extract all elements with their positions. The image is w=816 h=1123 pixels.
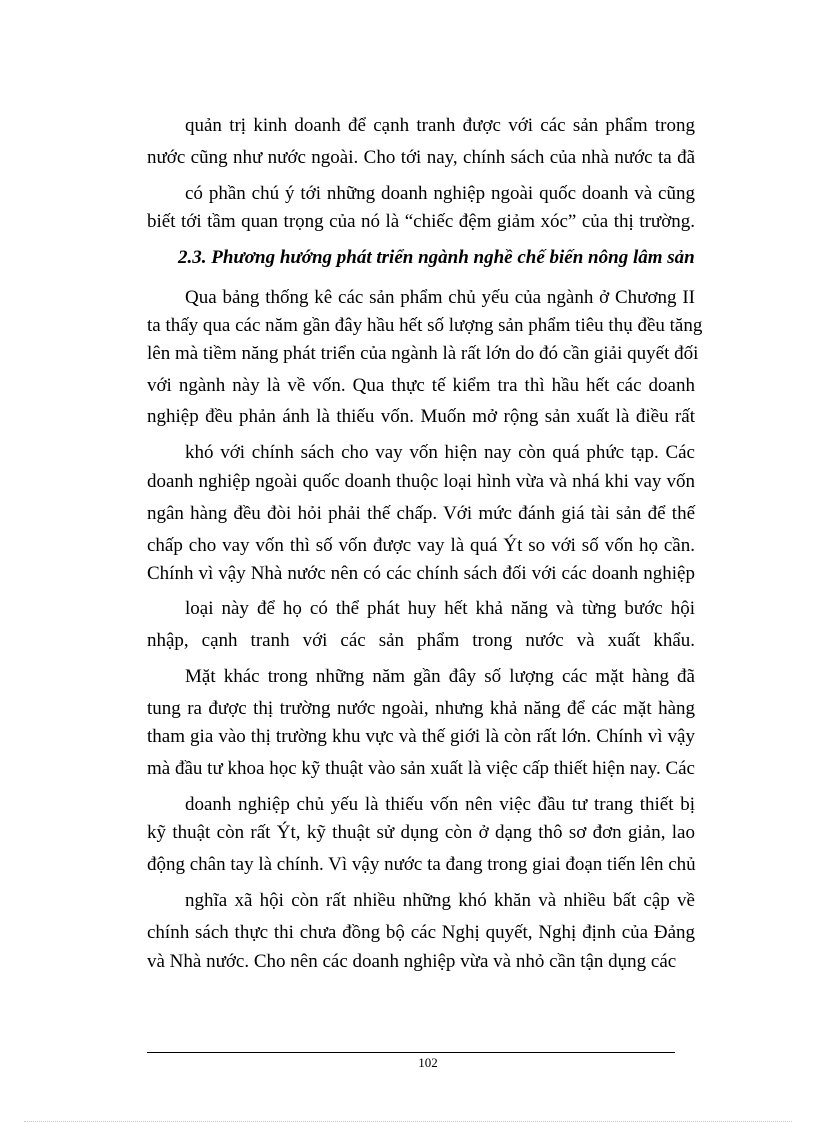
body-line-3: có phần chú ý tới những doanh nghiệp ngoài quốc doanh và cũng: [185, 183, 695, 204]
body-line-15: Chính vì vậy Nhà nước nên có các chính sách đối với các doanh nghiệp: [147, 563, 695, 584]
body-line-13: ngân hàng đều đòi hỏi phải thế chấp. Với mức đánh giá tài sản để thế: [147, 503, 695, 524]
body-line-21: mà đầu tư khoa học kỹ thuật vào sản xuất là việc cấp thiết hiện nay. Các: [147, 758, 695, 779]
body-line-25: nghĩa xã hội còn rất nhiều những khó khăn và nhiều bất cập về: [185, 890, 695, 911]
footer-divider: [147, 1052, 675, 1053]
body-line-14: chấp cho vay vốn thì số vốn được vay là quá Ýt so với số vốn họ cần.: [147, 535, 695, 556]
body-line-27: và Nhà nước. Cho nên các doanh nghiệp vừa và nhỏ cần tận dụng các: [147, 951, 677, 972]
body-line-7: ta thấy qua các năm gần đây hầu hết số lượng sản phẩm tiêu thụ đều tăng: [147, 315, 703, 336]
body-line-8: lên mà tiềm năng phát triển của ngành là rất lớn do đó cần giải quyết đối: [147, 343, 699, 364]
body-line-23: kỹ thuật còn rất Ýt, kỹ thuật sử dụng còn ở dạng thô sơ đơn giản, lao: [147, 822, 695, 843]
body-line-9: với ngành này là về vốn. Qua thực tế kiểm tra thì hầu hết các doanh: [147, 375, 695, 396]
body-line-16: loại này để họ có thể phát huy hết khả năng và từng bước hội: [185, 598, 695, 619]
page-bottom-edge: [24, 1121, 792, 1122]
body-line-10: nghiệp đều phản ánh là thiếu vốn. Muốn mở rộng sản xuất là điều rất: [147, 406, 695, 427]
body-line-26: chính sách thực thi chưa đồng bộ các Nghị quyết, Nghị định của Đảng: [147, 922, 695, 943]
body-line-17: nhập, cạnh tranh với các sản phẩm trong nước và xuất khẩu.: [147, 630, 695, 651]
body-line-11: khó với chính sách cho vay vốn hiện nay còn quá phức tạp. Các: [185, 442, 695, 463]
body-line-18: Mặt khác trong những năm gần đây số lượng các mặt hàng đã: [185, 666, 695, 687]
body-line-4: biết tới tầm quan trọng của nó là “chiếc đệm giảm xóc” của thị trường.: [147, 211, 695, 232]
page-number: 102: [418, 1055, 438, 1070]
body-line-6: Qua bảng thống kê các sản phẩm chủ yếu của ngành ở Chương II: [185, 287, 695, 308]
body-line-12: doanh nghiệp ngoài quốc doanh thuộc loại hình vừa và nhá khi vay vốn: [147, 471, 695, 492]
body-line-1: quản trị kinh doanh để cạnh tranh được với các sản phẩm trong: [185, 115, 695, 136]
body-line-19: tung ra được thị trường nước ngoài, nhưng khả năng để các mặt hàng: [147, 698, 695, 719]
section-heading: 2.3. Phương hướng phát triển ngành nghề chế biến nông lâm sản: [178, 247, 695, 268]
body-line-2: nước cũng như nước ngoài. Cho tới nay, chính sách của nhà nước ta đã: [147, 147, 695, 168]
body-line-20: tham gia vào thị trường khu vực và thế giới là còn rất lớn. Chính vì vậy: [147, 726, 695, 747]
body-line-24: động chân tay là chính. Vì vậy nước ta đang trong giai đoạn tiến lên chủ: [147, 854, 696, 875]
body-line-22: doanh nghiệp chủ yếu là thiếu vốn nên việc đầu tư trang thiết bị: [185, 794, 695, 815]
